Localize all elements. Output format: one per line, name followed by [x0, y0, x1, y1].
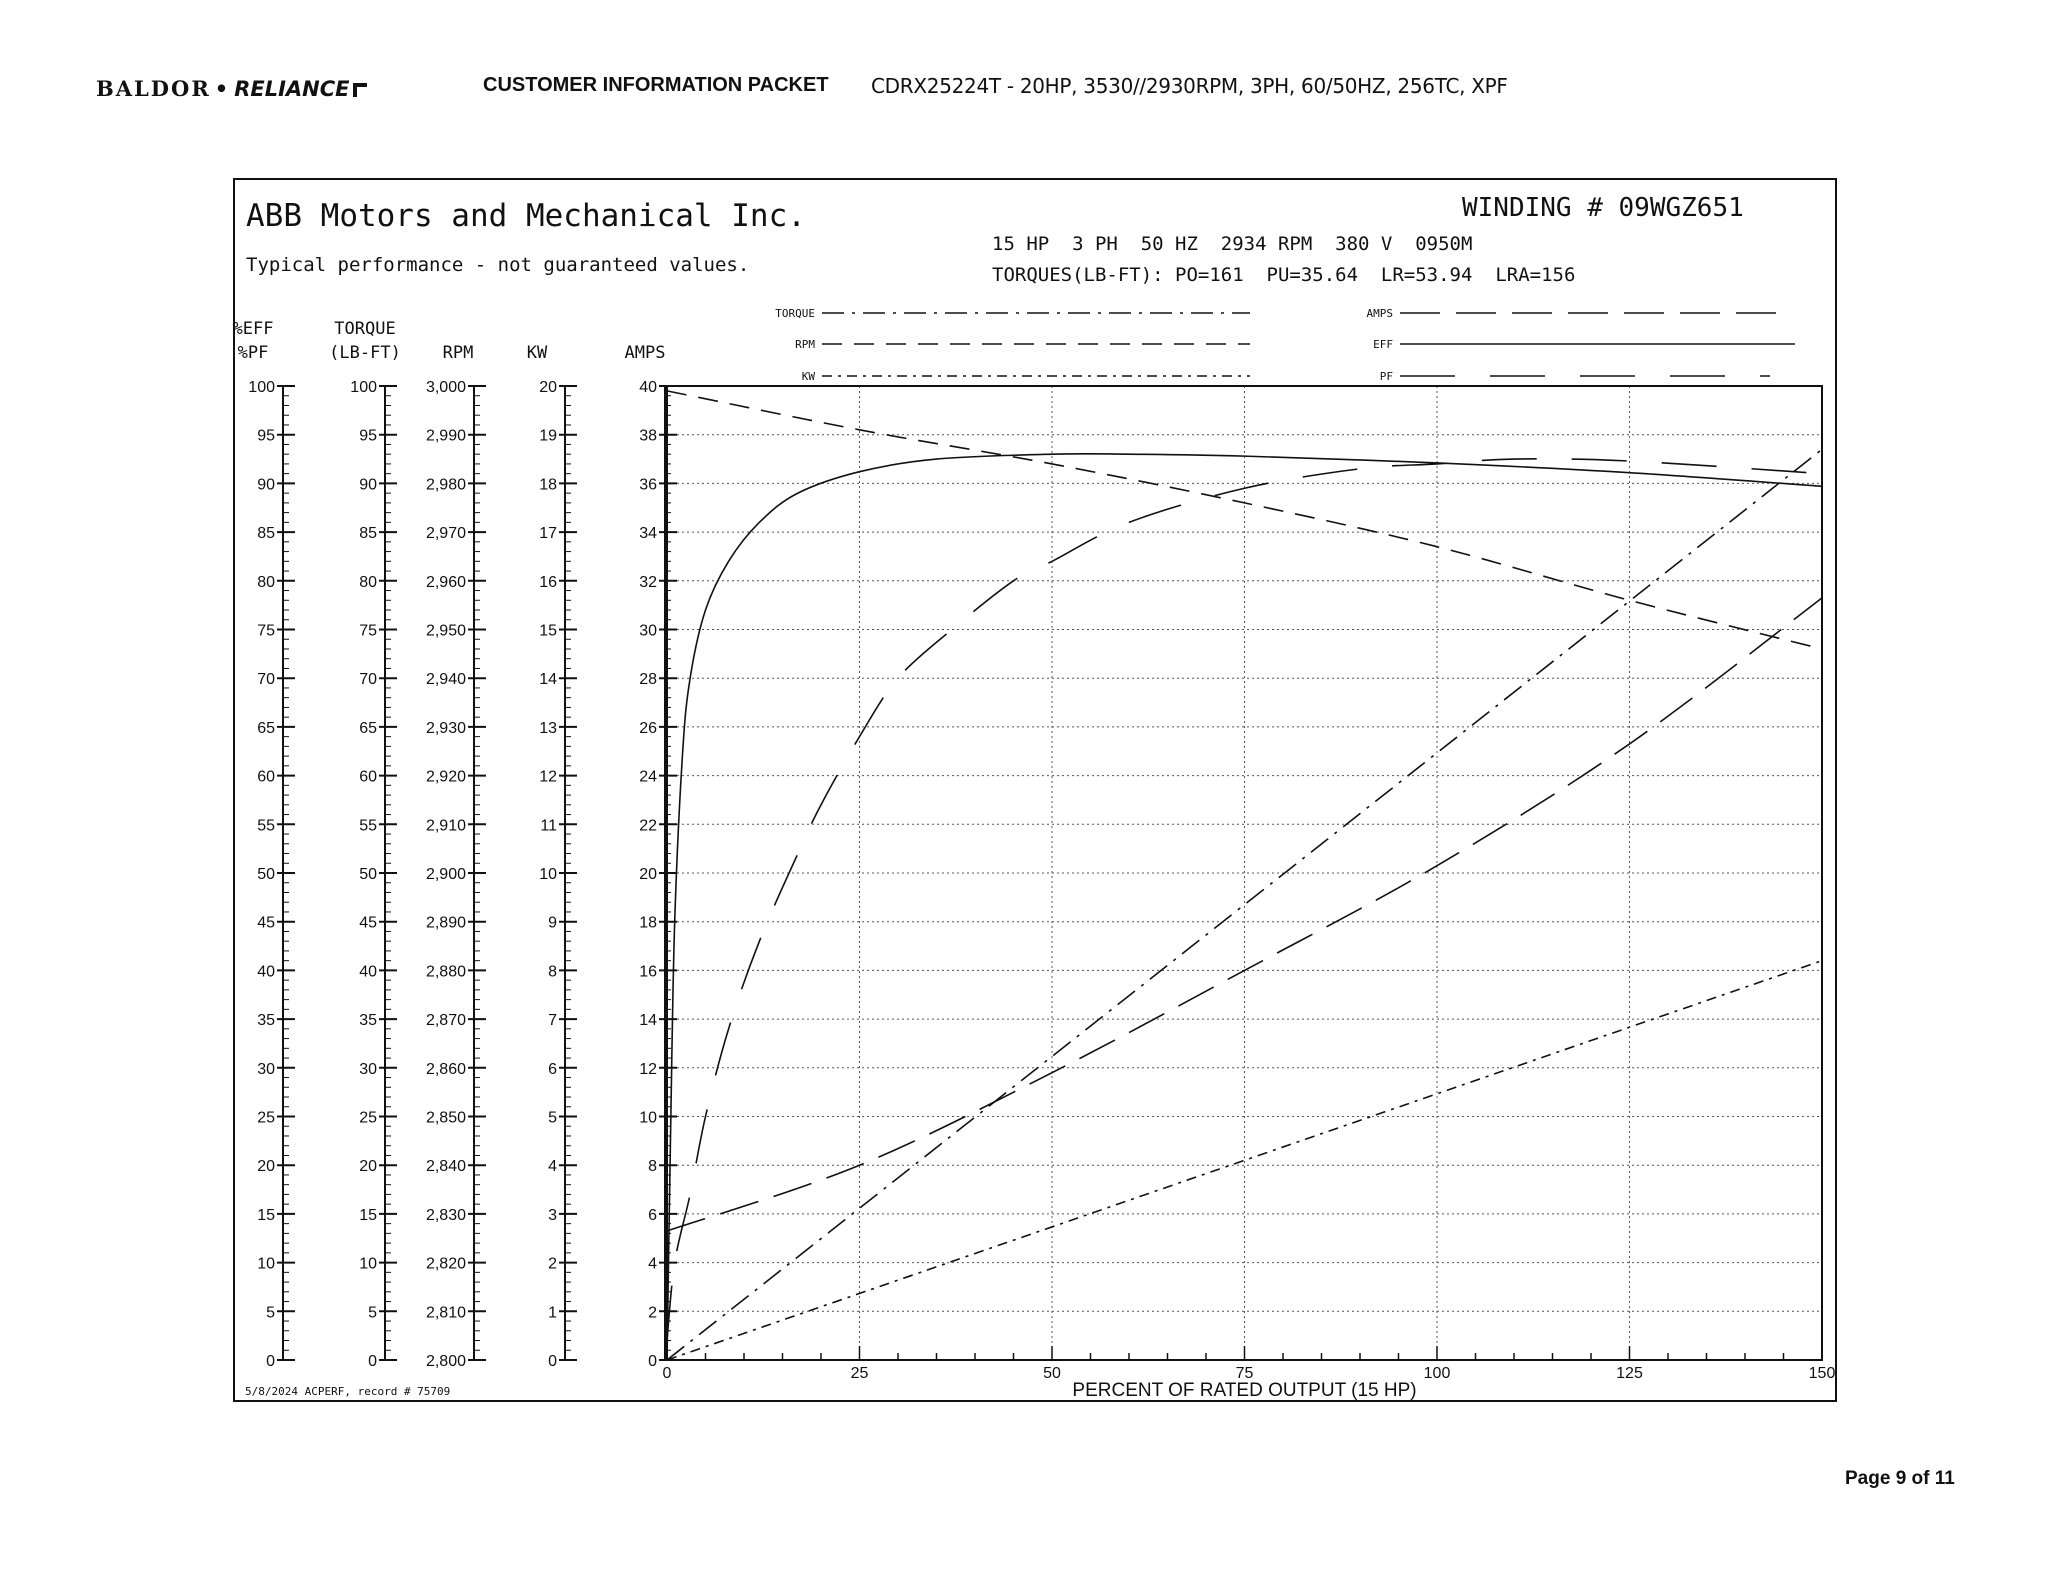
axis-tick-label: 35: [257, 1012, 275, 1030]
axis-tick-label: 36: [639, 476, 657, 494]
axis-tick-label: 0: [266, 1353, 275, 1370]
axis-tick-label: 1: [548, 1304, 557, 1322]
axis-tick-label: 8: [548, 963, 557, 981]
axis-tick-label: 0: [368, 1353, 377, 1370]
axis-tick-label: 40: [257, 963, 275, 981]
axis-header: RPM: [442, 343, 474, 363]
axis-tick-label: 10: [257, 1255, 275, 1273]
legend-label: EFF: [1373, 338, 1393, 351]
axis-tick-label: 24: [639, 768, 657, 786]
legend-label: RPM: [795, 338, 815, 351]
axis-tick-label: 2,910: [425, 817, 466, 835]
axis-tick-label: 90: [359, 476, 377, 494]
axis-tick-label: 8: [648, 1158, 657, 1176]
legend-label: AMPS: [1366, 307, 1393, 320]
axis-tick-label: 13: [539, 719, 557, 737]
axis-tick-label: 40: [359, 963, 377, 981]
axis-tick-label: 100: [350, 379, 377, 396]
axis-tick-label: 20: [539, 379, 557, 396]
axis-tick-label: 6: [548, 1060, 557, 1078]
axis-tick-label: 2,860: [425, 1060, 466, 1078]
logo-baldor: BALDOR: [96, 75, 211, 101]
axis-tick-label: 2,840: [425, 1158, 466, 1176]
series-kw-line: [667, 961, 1822, 1360]
axis-tick-label: 18: [539, 476, 557, 494]
axis-tick-label: 10: [639, 1109, 657, 1127]
axis-tick-label: 30: [639, 622, 657, 640]
axis-tick-label: 20: [639, 866, 657, 883]
axis-tick-label: 40: [639, 379, 657, 396]
axis-tick-label: 28: [639, 671, 657, 689]
axis-tick-label: 26: [639, 719, 657, 737]
axis-tick-label: 75: [359, 622, 377, 640]
axis-header: TORQUE: [334, 319, 396, 339]
x-tick-label: 0: [662, 1365, 672, 1382]
axis-tick-label: 2,830: [425, 1206, 466, 1224]
axis-tick-label: 18: [639, 914, 657, 932]
axis-tick-label: 20: [257, 1158, 275, 1176]
axis-tick-label: 50: [359, 866, 377, 883]
axis-tick-label: 30: [257, 1060, 275, 1078]
x-tick-label: 125: [1616, 1365, 1643, 1382]
axis-tick-label: 12: [639, 1060, 657, 1078]
model-description: CDRX25224T - 20HP, 3530//2930RPM, 3PH, 60/50HZ, 256TC, XPF: [871, 74, 1508, 98]
axis-tick-label: 50: [257, 866, 275, 883]
axis-tick-label: 2,850: [425, 1109, 466, 1127]
packet-title: CUSTOMER INFORMATION PACKET: [483, 74, 829, 96]
axis-tick-label: 2,960: [425, 573, 466, 591]
axis-tick-label: 45: [359, 914, 377, 932]
axis-tick-label: 15: [359, 1206, 377, 1224]
axis-tick-label: 19: [539, 427, 557, 445]
company-name: ABB Motors and Mechanical Inc.: [246, 198, 806, 234]
axis-tick-label: 4: [648, 1255, 657, 1273]
x-tick-label: 50: [1043, 1365, 1061, 1382]
disclaimer: Typical performance - not guaranteed values.: [246, 254, 750, 276]
x-axis-label: PERCENT OF RATED OUTPUT (15 HP): [1072, 1380, 1417, 1401]
axis-tick-label: 3,000: [425, 379, 466, 396]
axis-tick-label: 12: [539, 768, 557, 786]
legend-label: KW: [801, 370, 815, 383]
axis-tick-label: 7: [548, 1012, 557, 1030]
axis-tick-label: 11: [540, 817, 557, 835]
axis-tick-label: 2,810: [425, 1304, 466, 1322]
axis-tick-label: 60: [359, 768, 377, 786]
axis-tick-label: 2: [648, 1304, 657, 1322]
axis-tick-label: 5: [266, 1304, 275, 1322]
axis-tick-label: 70: [359, 671, 377, 689]
record-note: 5/8/2024 ACPERF, record # 75709: [245, 1385, 451, 1398]
series-torque-line: [667, 449, 1822, 1360]
axis-tick-label: 3: [548, 1206, 557, 1224]
axis-header: %EFF: [232, 319, 274, 339]
axis-tick-label: 25: [359, 1109, 377, 1127]
axis-tick-label: 30: [359, 1060, 377, 1078]
axis-tick-label: 75: [257, 622, 275, 640]
axis-tick-label: 60: [257, 768, 275, 786]
x-tick-label: 25: [850, 1365, 869, 1382]
x-tick-label: 150: [1808, 1365, 1836, 1382]
axis-tick-label: 9: [548, 914, 557, 932]
axis-tick-label: 35: [359, 1012, 377, 1030]
axis-tick-label: 0: [548, 1353, 557, 1370]
axis-tick-label: 2: [548, 1255, 557, 1273]
axis-tick-label: 2,820: [425, 1255, 466, 1273]
axis-tick-label: 55: [257, 817, 275, 835]
axis-tick-label: 5: [368, 1304, 377, 1322]
axis-header: AMPS: [624, 343, 666, 363]
axis-tick-label: 2,920: [425, 768, 466, 786]
axis-tick-label: 4: [548, 1158, 557, 1176]
axis-tick-label: 20: [359, 1158, 377, 1176]
axis-tick-label: 15: [539, 622, 557, 640]
axis-tick-label: 16: [639, 963, 657, 981]
logo-reliance: RELIANCE: [234, 76, 350, 101]
axis-tick-label: 2,950: [425, 622, 466, 640]
axis-tick-label: 2,800: [425, 1353, 466, 1370]
spec-line: 15 HP 3 PH 50 HZ 2934 RPM 380 V 0950M: [992, 233, 1473, 255]
axis-tick-label: 85: [359, 525, 377, 543]
axis-tick-label: 5: [548, 1109, 557, 1127]
winding-number: WINDING # 09WGZ651: [1462, 193, 1744, 223]
axis-tick-label: 14: [539, 671, 557, 689]
axis-tick-label: 2,870: [425, 1012, 466, 1030]
axis-tick-label: 6: [648, 1206, 657, 1224]
axis-tick-label: 70: [257, 671, 275, 689]
axis-tick-label: 2,890: [425, 914, 466, 932]
axis-tick-label: 0: [648, 1353, 657, 1370]
axis-tick-label: 2,970: [425, 525, 466, 543]
axis-tick-label: 65: [257, 719, 275, 737]
axis-tick-label: 14: [639, 1012, 657, 1030]
axis-tick-label: 16: [539, 573, 557, 591]
axis-tick-label: 80: [257, 573, 275, 591]
legend-label: TORQUE: [775, 307, 815, 320]
axis-tick-label: 38: [639, 427, 657, 445]
axis-tick-label: 100: [248, 379, 275, 396]
legend-label: PF: [1379, 370, 1393, 383]
axis-tick-label: 34: [639, 525, 657, 543]
axis-tick-label: 10: [539, 866, 557, 883]
x-tick-label: 100: [1423, 1365, 1451, 1382]
series-rpm-line: [667, 391, 1822, 649]
axis-tick-label: 85: [257, 525, 275, 543]
axis-tick-label: 2,880: [425, 963, 466, 981]
axis-header: (LB-FT): [329, 343, 401, 363]
logo-dot: •: [214, 75, 231, 101]
axis-tick-label: 25: [257, 1109, 275, 1127]
torques-line: TORQUES(LB-FT): PO=161 PU=35.64 LR=53.94 LRA=156: [992, 264, 1576, 286]
axis-header: %PF: [237, 343, 269, 363]
axis-tick-label: 45: [257, 914, 275, 932]
axis-tick-label: 2,930: [425, 719, 466, 737]
axis-tick-label: 65: [359, 719, 377, 737]
axis-tick-label: 17: [539, 525, 557, 543]
axis-tick-label: 2,990: [425, 427, 466, 445]
axis-tick-label: 2,940: [425, 671, 466, 689]
axis-tick-label: 80: [359, 573, 377, 591]
axis-tick-label: 2,980: [425, 476, 466, 494]
axis-tick-label: 95: [359, 427, 377, 445]
page-number: Page 9 of 11: [1845, 1468, 1955, 1489]
axis-tick-label: 90: [257, 476, 275, 494]
axis-header: KW: [526, 343, 548, 363]
axis-tick-label: 2,900: [425, 866, 466, 883]
axis-tick-label: 10: [359, 1255, 377, 1273]
axis-tick-label: 15: [257, 1206, 275, 1224]
axis-tick-label: 22: [639, 817, 657, 835]
x-tick-label: 75: [1235, 1365, 1254, 1382]
axis-tick-label: 32: [639, 573, 657, 591]
axis-tick-label: 55: [359, 817, 377, 835]
axis-tick-label: 95: [257, 427, 275, 445]
